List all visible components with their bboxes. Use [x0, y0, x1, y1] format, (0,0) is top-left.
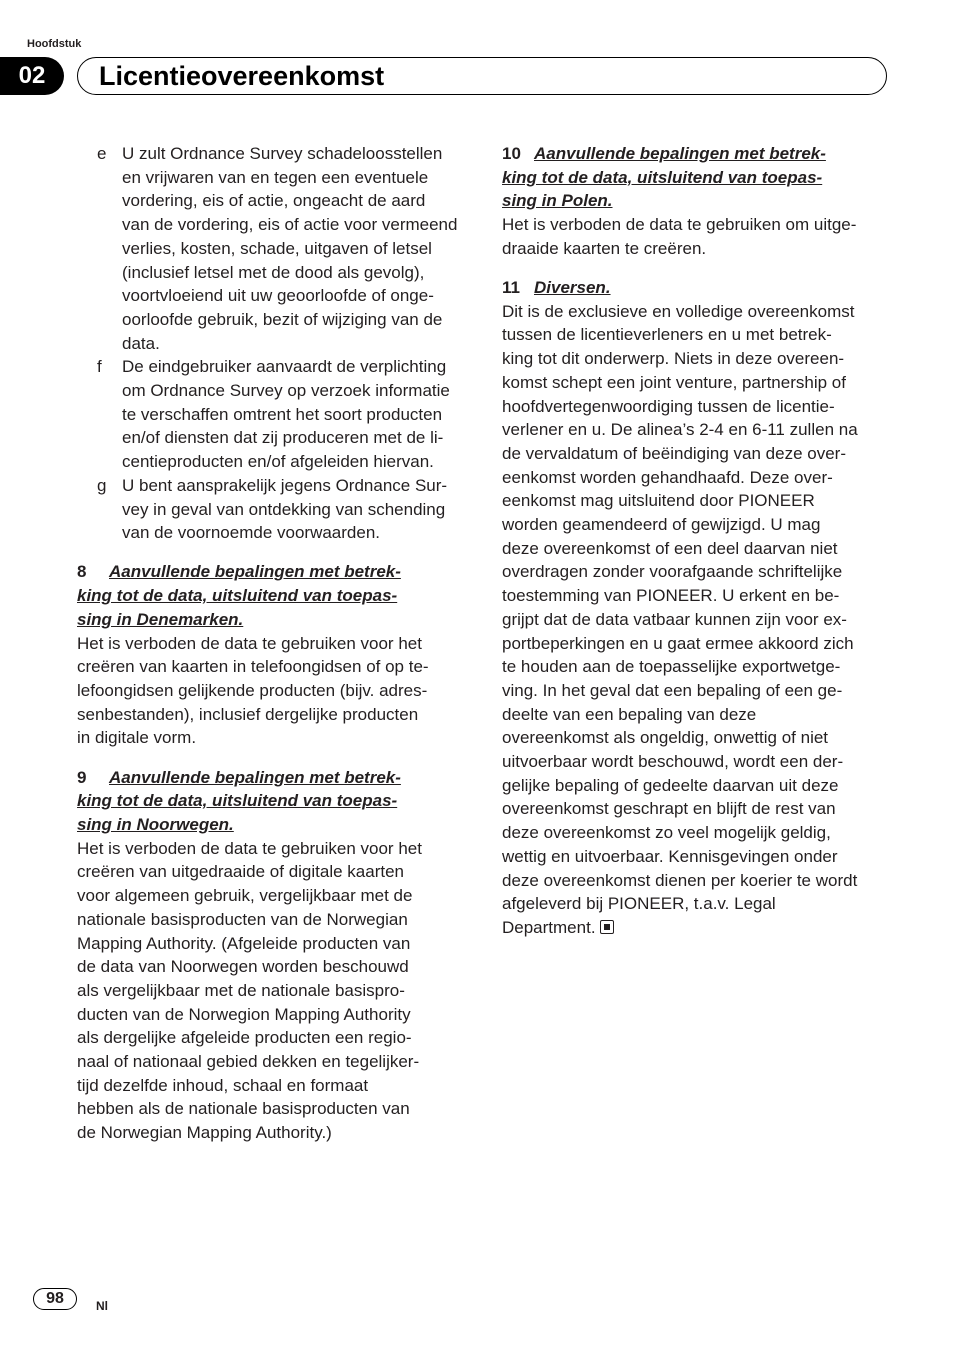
list-line: voortvloeiend uit uw geoorloofde of onge-	[122, 286, 434, 306]
heading-text: Aanvullende bepalingen met betrek-	[109, 767, 401, 787]
section-number: 9	[77, 767, 87, 787]
body-line: hoofdvertegenwoordiging tussen de licentie-	[502, 396, 835, 416]
list-item	[77, 142, 472, 355]
heading-text: king tot de data, uitsluitend van toepas-	[77, 586, 398, 606]
body-line: uitvoerbaar wordt beschouwd, wordt een der-	[502, 752, 844, 772]
body-line: draaide kaarten te creëren.	[502, 238, 707, 258]
body-line: gelijke bepaling of gedeelte daarvan uit deze	[502, 775, 839, 795]
heading-line	[502, 142, 897, 166]
list-line: U zult Ordnance Survey schadeloosstellen	[122, 144, 443, 163]
heading-line	[77, 766, 472, 790]
heading-text: sing in Polen.	[502, 191, 613, 211]
list-line: U bent aansprakelijk jegens Ordnance Sur-	[122, 475, 448, 495]
heading-text: Aanvullende bepalingen met betrek-	[109, 562, 401, 582]
section-11	[502, 276, 897, 940]
list-line: en vrijwaren van en tegen een eventuele	[122, 167, 429, 187]
list-line: van de voornoemde voorwaarden.	[122, 523, 380, 543]
section-heading	[502, 276, 897, 300]
list-line: De eindgebruiker aanvaardt de verplichting	[122, 357, 447, 377]
body-line: king tot dit onderwerp. Niets in deze overeen-	[502, 349, 845, 369]
body-line: komst schept een joint venture, partnership of	[502, 372, 846, 392]
body-line: ving. In het geval dat een bepaling of een ge-	[502, 680, 843, 700]
body-line: overdragen zonder voorafgaande schriftelijke	[502, 562, 843, 582]
body-line: lefoongidsen gelijkende producten (bijv. adres-	[77, 680, 428, 700]
body-line: overeenkomst geschrapt en blijft de rest van	[502, 799, 836, 819]
body-line: te houden aan de toepasselijke exportwetge-	[502, 657, 841, 677]
list-line: om Ordnance Survey op verzoek informatie	[122, 381, 450, 401]
body-line: nationale basisproducten van de Norwegian	[77, 909, 408, 929]
body-line: deelte van een bepaling van deze	[502, 704, 757, 724]
heading-line	[77, 560, 472, 584]
heading-text: sing in Denemarken.	[77, 609, 244, 629]
section-heading	[502, 142, 897, 213]
body-line: tijd dezelfde inhoud, schaal en formaat	[77, 1075, 369, 1095]
language-code: Nl	[96, 1299, 108, 1313]
left-column	[77, 142, 472, 1145]
heading-line	[502, 189, 897, 213]
list-line: vordering, eis of actie, ongeacht de aard	[122, 191, 426, 211]
heading-line	[77, 789, 472, 813]
body-line: deze overeenkomst zo veel mogelijk geldig,	[502, 823, 831, 843]
section-number: 11	[502, 278, 520, 298]
heading-line	[77, 608, 472, 632]
section-heading	[77, 766, 472, 837]
section-number: 8	[77, 562, 87, 582]
section-body	[77, 837, 472, 1145]
heading-text: Aanvullende bepalingen met betrek-	[534, 144, 826, 163]
chapter-number-badge: 02	[0, 57, 64, 95]
body-line: creëren van uitgedraaide of digitale kaarten	[77, 862, 404, 882]
heading-line	[502, 276, 897, 300]
body-line: eenkomst mag uitsluitend door PIONEER	[502, 491, 815, 511]
heading-text: sing in Noorwegen.	[77, 814, 234, 834]
section-gap	[502, 261, 897, 277]
body-line: toestemming van PIONEER. U erkent en be-	[502, 586, 840, 606]
body-line: de vervaldatum of beëindiging van deze over-	[502, 443, 846, 463]
body-line: Het is verboden de data te gebruiken voor het	[77, 838, 422, 858]
body-line: afgeleverd bij PIONEER, t.a.v. Legal	[502, 894, 776, 914]
list-item	[77, 474, 472, 545]
section-10	[502, 142, 897, 261]
page-number: 98	[33, 1288, 77, 1310]
section-gap	[77, 545, 472, 561]
section-body	[77, 632, 472, 751]
body-line: tussen de licentieverleners en u met betrek-	[502, 325, 832, 345]
body-line: creëren van kaarten in telefoongidsen of op te-	[77, 657, 429, 677]
body-line: portbeperkingen en u gaat ermee akkoord zich	[502, 633, 854, 653]
section-8	[77, 560, 472, 750]
body-line: ducten van de Norwegion Mapping Authority	[77, 1004, 411, 1024]
heading-line	[77, 584, 472, 608]
list-line: (inclusief letsel met de dood als gevolg),	[122, 262, 425, 282]
body-line: eenkomst worden gehandhaafd. Deze over-	[502, 467, 833, 487]
page-title: Licentieovereenkomst	[99, 61, 385, 91]
body-line: deze overeenkomst of een deel daarvan niet	[502, 538, 838, 558]
body-line: Het is verboden de data te gebruiken om uitge-	[502, 215, 857, 235]
right-column	[502, 142, 897, 940]
list-marker: e	[97, 144, 107, 163]
list-line: oorloofde gebruik, bezit of wijziging van de	[122, 309, 443, 329]
list-line: verlies, kosten, schade, uitgaven of letsel	[122, 238, 432, 258]
body-line: de Norwegian Mapping Authority.)	[77, 1123, 332, 1143]
body-line: grijpt dat de data vatbaar kunnen zijn voor ex-	[502, 609, 847, 629]
heading-line	[77, 813, 472, 837]
list-line: centieproducten en/of afgeleiden hiervan.	[122, 452, 434, 472]
body-line: deze overeenkomst dienen per koerier te wordt	[502, 870, 858, 890]
body-line: Department.	[502, 916, 897, 940]
body-line: in digitale vorm.	[77, 728, 197, 748]
body-line: de data van Noorwegen worden beschouwd	[77, 957, 409, 977]
chapter-label: Hoofdstuk	[27, 38, 82, 50]
end-of-section-icon	[600, 920, 614, 934]
section-body	[502, 213, 897, 260]
body-line: als vergelijkbaar met de nationale basispro-	[77, 980, 405, 1000]
section-number: 10	[502, 144, 521, 163]
body-line: wettig en uitvoerbaar. Kennisgevingen onder	[502, 846, 838, 866]
body-line: Dit is de exclusieve en volledige overeenkomst	[502, 301, 855, 321]
list-line: en/of diensten dat zij produceren met de li-	[122, 428, 444, 448]
section-body	[502, 300, 897, 940]
body-line: naal of nationaal gebied dekken en tegelijker-	[77, 1052, 420, 1072]
list-line: data.	[122, 333, 160, 353]
heading-line	[502, 166, 897, 190]
body-line: verlener en u. De alinea’s 2-4 en 6-11 zullen na	[502, 420, 858, 440]
list-marker: g	[97, 475, 107, 495]
body-line: Het is verboden de data te gebruiken voor het	[77, 633, 422, 653]
section-heading	[77, 560, 472, 631]
body-line: overeenkomst als ongeldig, onwettig of niet	[502, 728, 829, 748]
list-line: te verschaffen omtrent het soort producten	[122, 404, 443, 424]
list-marker: f	[97, 357, 102, 377]
heading-text: king tot de data, uitsluitend van toepas-	[77, 791, 398, 811]
body-line: worden geamendeerd of gewijzigd. U mag	[502, 515, 821, 535]
list-line: vey in geval van ontdekking van schending	[122, 499, 446, 519]
heading-text: Diversen.	[534, 278, 611, 298]
section-gap	[77, 750, 472, 766]
section-9	[77, 766, 472, 1145]
body-line: hebben als de nationale basisproducten van	[77, 1099, 410, 1119]
body-line: als dergelijke afgeleide producten een regio-	[77, 1028, 412, 1048]
list-item	[77, 355, 472, 474]
body-line: senbestanden), inclusief dergelijke producten	[77, 704, 419, 724]
list-line: van de vordering, eis of actie voor vermeend	[122, 215, 458, 235]
body-line: Mapping Authority. (Afgeleide producten van	[77, 933, 411, 953]
heading-text: king tot de data, uitsluitend van toepas-	[502, 167, 823, 187]
body-line: voor algemeen gebruik, vergelijkbaar met de	[77, 886, 413, 906]
